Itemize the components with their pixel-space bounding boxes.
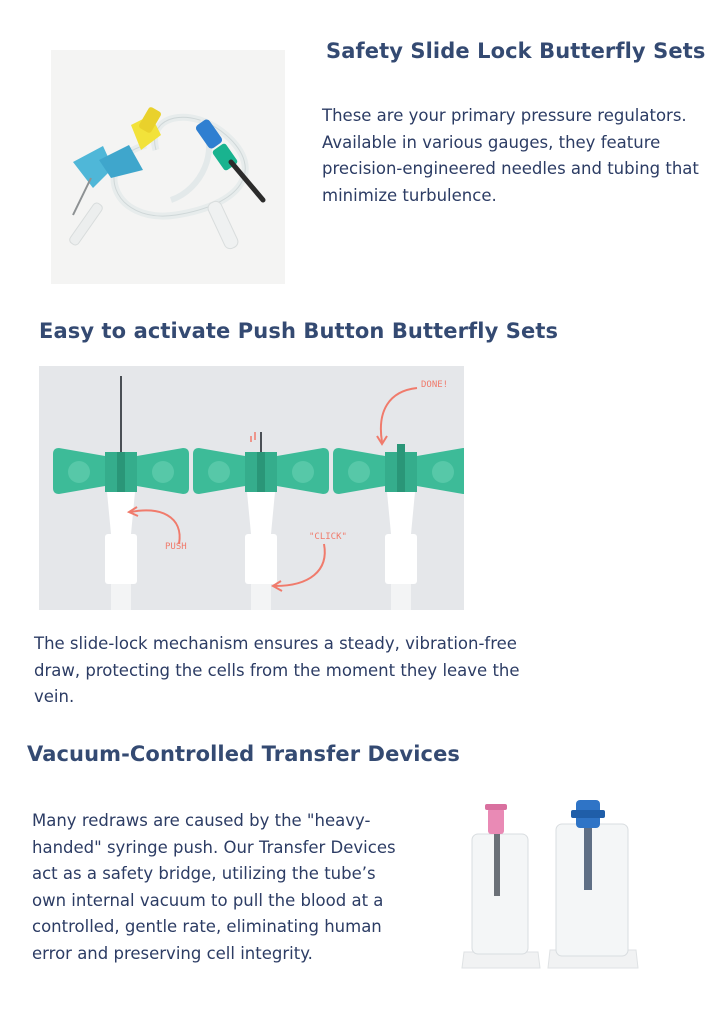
section2-text: The slide-lock mechanism ensures a steady, vibration-free draw, protecting the cells from the moment they leave the vein. xyxy=(34,634,520,706)
done-label: DONE! xyxy=(421,380,449,390)
push-button-butterfly-illustration xyxy=(39,366,464,610)
section2-title: Easy to activate Push Button Butterfly Sets xyxy=(39,319,559,343)
click-label: "CLICK" xyxy=(309,532,347,542)
section1-title: Safety Slide Lock Butterfly Sets xyxy=(326,39,706,63)
butterfly-set-photo xyxy=(51,50,285,284)
push-label: PUSH xyxy=(165,542,187,552)
butterfly-device-extended xyxy=(53,376,189,610)
section3-title: Vacuum-Controlled Transfer Devices xyxy=(27,742,461,766)
section3-text: Many redraws are caused by the "heavy-handed" syringe push. Our Transfer Devices act as a safety bridge, utilizing the tube’s own internal vacuum to pull the blood at a controlled, gentle rate, eliminating human error and preserving cell integrity. xyxy=(32,811,396,963)
transfer-devices-photo xyxy=(458,790,680,980)
section1-text: These are your primary pressure regulators. Available in various gauges, they feature precision-engineered needles and tubing that minimize turbulence. xyxy=(322,106,699,205)
